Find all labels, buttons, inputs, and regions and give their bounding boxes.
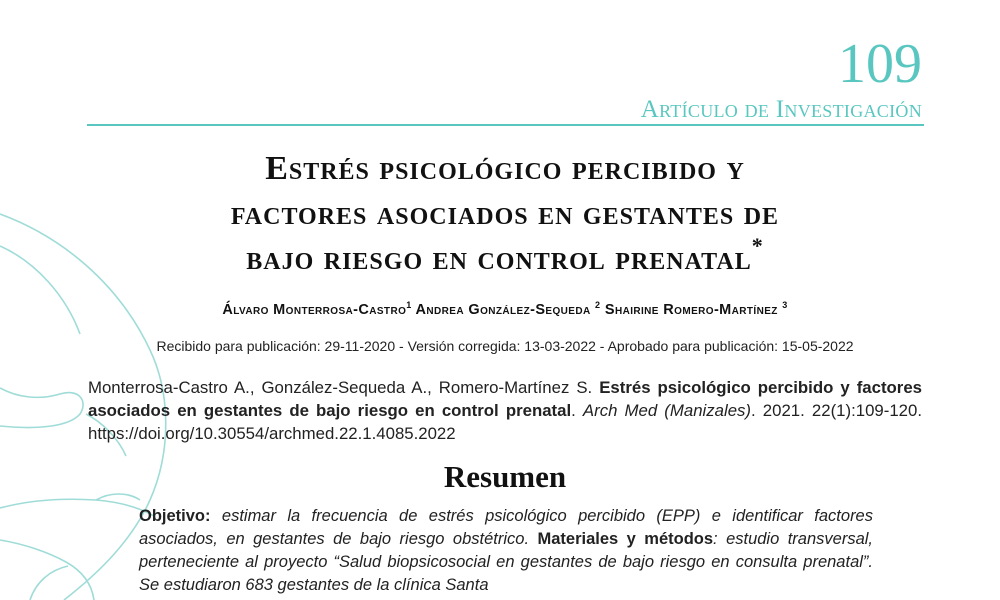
title-line-3 [90, 233, 920, 281]
article-title [90, 146, 920, 281]
author-list [60, 296, 950, 319]
author-name-3: Shairine Romero-Martínez [604, 302, 778, 318]
author-mark-2: 2 [595, 300, 601, 310]
abstract-heading: Resumen [443, 459, 567, 494]
objective-label: Objetivo: [139, 507, 211, 525]
title-line-2: factores asociados en gestantes de [230, 195, 780, 232]
title-line-1: Estrés psicológico percibido y [265, 150, 745, 187]
author-name-2: Andrea González-Sequeda [415, 302, 591, 318]
publication-dates: Recibido para publicación: 29-11-2020 - Versión corregida: 13-03-2022 - Aprobado para publicación: 15-05-2022 [156, 338, 854, 354]
header-divider [87, 124, 924, 126]
abstract-text [139, 505, 873, 597]
section-label: Artículo de Investigación [640, 96, 922, 123]
citation-title: Estrés psicológico percibido y factores asociados en gestantes de bajo riesgo en control prenatal [88, 378, 922, 420]
page-number: 109 [838, 33, 922, 95]
citation-journal: Arch Med (Manizales) [582, 401, 752, 420]
methods-label: Materiales y métodos [537, 530, 714, 548]
author-mark-1: 1 [406, 300, 412, 310]
author-mark-3: 3 [782, 300, 788, 310]
methods-text: : estudio transversal, perteneciente al proyecto “Salud biopsicosocial en gestantes de bajo riesgo en consulta prenatal”. Se estudiaron 683 gestantes de la clínica Santa [139, 530, 874, 594]
citation-authors: Monterrosa-Castro A., González-Sequeda A., Romero-Martínez S. [88, 378, 593, 397]
author-name-1: Álvaro Monterrosa-Castro [222, 302, 407, 318]
title-line-3-text: bajo riesgo en control prenatal [246, 240, 752, 277]
objective-text: estimar la frecuencia de estrés psicológico percibido (EPP) e identificar factores asociados, en gestantes de bajo riesgo obstétrico. [139, 507, 873, 548]
citation-block: Monterrosa-Castro A., González-Sequeda A., Romero-Martínez S. Estrés psicológico percibido y factores asociados en gestantes de bajo riesgo en control prenatal. Arch Med (Manizales). 2021. 22(1):109-120. https://doi.org/10.30554/archmed.22.1.4085.2022 [88, 378, 922, 443]
title-footnote-mark: * [751, 233, 764, 258]
citation-details: 2021. 22(1):109-120. https://doi.org/10.30554/archmed.22.1.4085.2022 [88, 401, 922, 443]
